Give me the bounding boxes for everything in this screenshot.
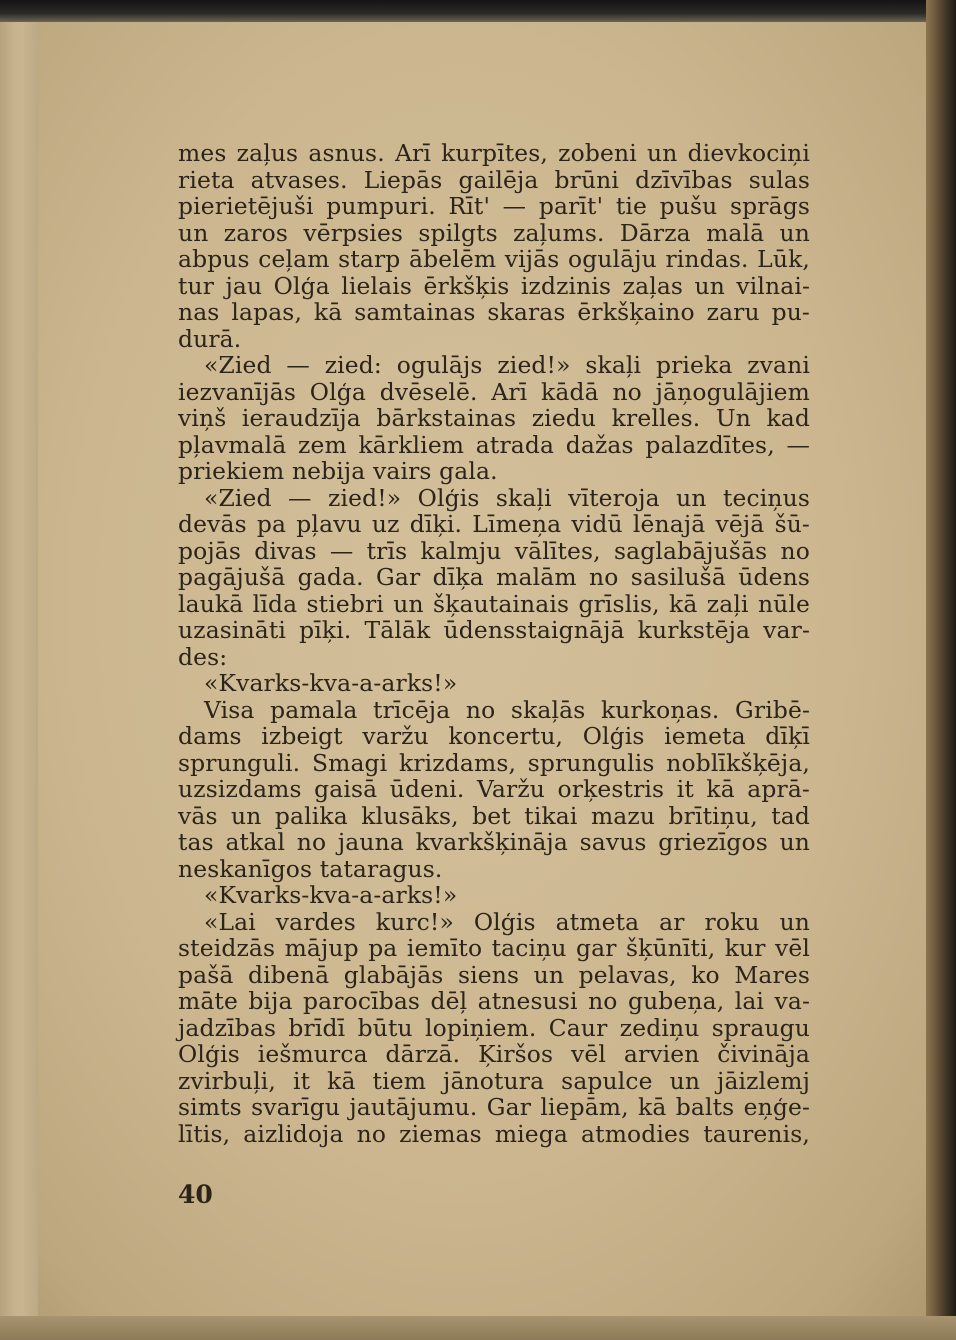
text-line: sprunguli. Smagi krizdams, sprungulis noblīkšķēja, — [178, 748, 810, 777]
page-bottom-edge — [0, 1316, 956, 1340]
spine-margin — [0, 22, 38, 1340]
text-line: «Kvarks-kva-a-arks!» — [204, 881, 458, 909]
text-line: uzasināti pīķi. Tālāk ūdensstaignājā kurkstēja var- — [178, 616, 810, 644]
text-line: pļavmalā zem kārkliem atrada dažas palazdītes, — — [178, 430, 810, 459]
text-line: «Kvarks-kva-a-arks!» — [204, 669, 458, 697]
text-line: vās un palika klusāks, bet tikai mazu brītiņu, tad — [178, 801, 810, 830]
text-line: abpus ceļam starp ābelēm vijās ogulāju rindas. Lūk, — [178, 245, 810, 273]
text-line: neskanīgos tataragus. — [178, 854, 443, 883]
page-number: 40 — [178, 1180, 213, 1209]
text-line: «Lai vardes kurc!» Olģis atmeta ar roku un — [204, 907, 810, 936]
text-line: mes zaļus asnus. Arī kurpītes, zobeni un dievkociņi — [178, 139, 810, 167]
text-line: viņš ieraudzīja bārkstainas ziedu krelles. Un kad — [178, 404, 810, 432]
text-line: tur jau Olģa lielais ērkšķis izdzinis zaļas un vilnai- — [178, 271, 810, 300]
text-line: nas lapas, kā samtainas skaras ērkšķaino zaru pu- — [178, 298, 810, 326]
text-line: Olģis iešmurca dārzā. Ķiršos vēl arvien čivināja — [178, 1040, 810, 1068]
text-line: un zaros vērpsies spilgts zaļums. Dārza malā un — [178, 218, 810, 247]
fore-edge-shadow — [926, 0, 956, 1340]
text-line: devās pa pļavu uz dīķi. Līmeņa vidū lēnajā vējā šū- — [178, 510, 810, 538]
text-line: priekiem nebija vairs gala. — [178, 457, 498, 485]
text-line: jadzības brīdī būtu lopiņiem. Caur zediņu spraugu — [178, 1013, 810, 1042]
text-line: māte bija parocības dēļ atnesusi no gubeņa, lai va- — [178, 987, 810, 1015]
text-line: pierietējuši pumpuri. Rīt' — parīt' tie pušu sprāgs — [178, 192, 810, 220]
text-line: laukā līda stiebri un šķautainais grīslis, kā zaļi nūle — [178, 589, 810, 618]
text-line: dams izbeigt varžu koncertu, Olģis iemeta dīķī — [178, 722, 810, 750]
text-line: uzsizdams gaisā ūdeni. Varžu orķestris it kā aprā- — [178, 775, 810, 803]
text-line: durā. — [178, 324, 242, 353]
text-line: lītis, aizlidoja no ziemas miega atmodies taurenis, — [178, 1119, 810, 1148]
page-top-shadow — [0, 0, 956, 22]
body-text — [178, 140, 810, 1147]
text-line: pagājušā gada. Gar dīķa malām no sasilušā ūdens — [178, 563, 810, 591]
text-line: des: — [178, 642, 228, 671]
text-line: zvirbuļi, it kā tiem jānotura sapulce un jāizlemj — [178, 1066, 810, 1095]
text-line: «Zied — zied!» Olģis skaļi vīteroja un teciņus — [204, 483, 810, 512]
text-line: pojās divas — trīs kalmju vālītes, saglabājušās no — [178, 536, 810, 565]
text-line: steidzās mājup pa iemīto taciņu gar šķūnīti, kur vēl — [178, 934, 810, 962]
text-line: rieta atvases. Liepās gailēja brūni dzīvības sulas — [178, 165, 810, 194]
text-line: Visa pamala trīcēja no skaļās kurkoņas. Gribē- — [204, 695, 810, 724]
text-line: iezvanījās Olģa dvēselē. Arī kādā no jāņogulājiem — [178, 377, 810, 406]
text-line: pašā dibenā glabājās siens un pelavas, ko Mares — [178, 960, 810, 989]
text-line: simts svarīgu jautājumu. Gar liepām, kā balts eņģe- — [178, 1093, 810, 1121]
text-line: tas atkal no jauna kvarkšķināja savus griezīgos un — [178, 828, 810, 856]
text-line: «Zied — zied: ogulājs zied!» skaļi prieka zvani — [204, 351, 810, 379]
